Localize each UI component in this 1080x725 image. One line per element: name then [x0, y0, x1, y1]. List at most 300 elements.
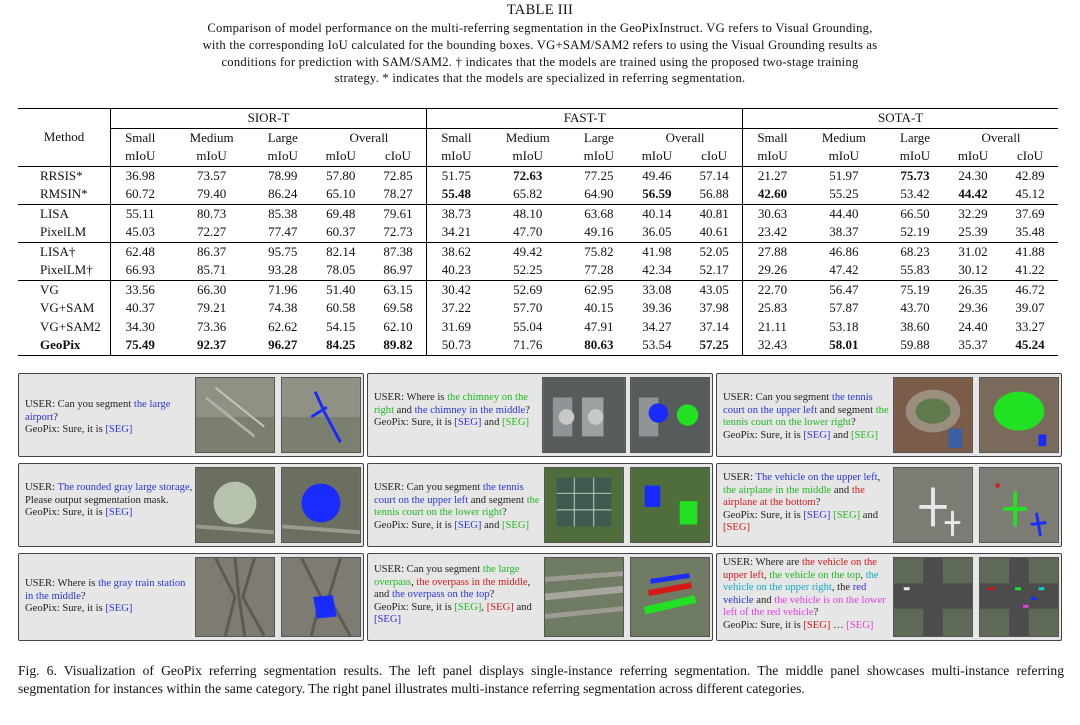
value-cell: 26.35 — [944, 280, 1002, 299]
value-cell: 84.25 — [312, 336, 370, 355]
tennis-mask-image — [630, 467, 710, 543]
table-row — [18, 242, 1058, 261]
value-cell: 34.27 — [642, 318, 672, 334]
example-text-segment: USER: Where is — [374, 392, 448, 403]
value-cell: 65.10 — [326, 186, 356, 202]
category-header: Overall — [349, 129, 389, 145]
value-cell: 79.61 — [370, 204, 427, 223]
example-text-segment: , — [411, 576, 417, 588]
metric-header: mIoU — [169, 147, 253, 166]
value-cell: 66.30 — [169, 280, 253, 299]
value-cell: 66.50 — [886, 204, 944, 223]
value-cell: 57.25 — [686, 336, 743, 355]
value-cell: 52.69 — [486, 280, 570, 299]
value-cell: 30.63 — [743, 204, 802, 223]
example-text-segment: USER: Can you segment — [374, 564, 483, 575]
value-cell: 25.39 — [958, 224, 988, 240]
table-caption-line: strategy. * indicates that the models are specialized in referring segmentation. — [334, 71, 746, 86]
example-text-segment: [SEG] — [851, 429, 879, 441]
value-cell: 40.61 — [699, 224, 729, 240]
value-cell: 31.69 — [427, 318, 486, 337]
value-cell: 59.88 — [886, 336, 944, 355]
category-header: Small — [743, 128, 802, 147]
value-cell: 35.48 — [1015, 224, 1045, 240]
metric-header: mIoU — [628, 147, 686, 166]
dataset-header: SIOR-T — [111, 109, 427, 129]
value-cell: 60.58 — [326, 300, 356, 316]
value-cell: 53.18 — [829, 318, 859, 334]
overpass-image — [544, 557, 624, 637]
value-cell: 49.46 — [642, 167, 672, 183]
metric-header: mIoU — [486, 147, 570, 166]
value-cell: 53.42 — [900, 186, 930, 202]
category-header: Small — [427, 128, 486, 147]
value-cell: 52.05 — [686, 242, 743, 261]
value-cell: 75.19 — [886, 280, 944, 299]
example-text-segment: , — [763, 569, 770, 581]
value-cell: 57.87 — [829, 300, 859, 316]
example-text-segment: the vehicle on the upper right — [723, 569, 879, 594]
value-cell: 34.30 — [111, 318, 170, 337]
value-cell: 56.47 — [802, 280, 886, 299]
metric-header: mIoU — [886, 147, 944, 166]
category-header: Small — [111, 128, 170, 147]
example-text-segment: and segment — [817, 404, 876, 416]
value-cell: 38.73 — [427, 204, 486, 223]
metric-header: mIoU — [312, 147, 370, 166]
airport-image — [195, 377, 275, 453]
value-cell: 93.28 — [268, 262, 298, 278]
value-cell: 66.93 — [111, 261, 170, 280]
example-text-segment: USER: Can you segment — [374, 482, 483, 493]
example-text-segment: the vehicle on the upper left — [723, 557, 877, 581]
example-panel-airplanes — [716, 463, 1062, 547]
value-cell: 54.15 — [326, 318, 356, 334]
value-cell: 72.85 — [383, 167, 413, 183]
example-panel-tennis-stadium — [716, 373, 1062, 457]
method-cell: RRSIS* — [40, 167, 83, 183]
value-cell: 41.22 — [1015, 262, 1045, 278]
category-header: Large — [583, 129, 614, 145]
example-text-segment: GeoPix: Sure, it is — [723, 429, 804, 441]
value-cell: 43.70 — [900, 300, 930, 316]
method-cell: VG+SAM2 — [40, 318, 101, 334]
value-cell: 40.23 — [427, 261, 486, 280]
example-text-segment: [SEG] — [486, 601, 514, 613]
value-cell: 63.15 — [370, 280, 427, 299]
stadium-image — [893, 377, 973, 453]
value-cell: 40.81 — [686, 204, 743, 223]
value-cell: 42.60 — [743, 185, 802, 204]
value-cell: 71.96 — [254, 280, 312, 299]
example-text-segment: and — [394, 404, 415, 416]
value-cell: 47.42 — [829, 262, 859, 278]
metric-header: mIoU — [570, 147, 628, 166]
table-row — [18, 299, 1058, 318]
value-cell: 47.70 — [513, 224, 543, 240]
method-cell: VG — [18, 280, 111, 299]
example-text-segment: , and — [374, 576, 531, 601]
example-text-segment: … — [830, 619, 847, 631]
value-cell: 51.75 — [427, 166, 486, 185]
value-cell: 33.56 — [111, 280, 170, 299]
value-cell: 40.37 — [111, 299, 170, 318]
example-text-segment: , Please output segmentation mask. — [25, 482, 193, 506]
example-text-segment: USER: — [25, 482, 58, 493]
example-text-segment: the tennis court on the upper left — [723, 392, 873, 416]
value-cell: 68.23 — [886, 242, 944, 261]
value-cell: 82.14 — [312, 242, 370, 261]
dataset-header: SOTA-T — [743, 109, 1058, 129]
example-panel-vehicles — [716, 553, 1062, 641]
example-text-segment: ? — [815, 497, 821, 509]
value-cell: 85.71 — [196, 262, 227, 278]
value-cell: 55.11 — [111, 204, 170, 223]
value-cell: 41.98 — [628, 242, 686, 261]
example-text-segment: ? — [489, 589, 495, 601]
train-station-mask-image — [281, 557, 361, 637]
value-cell: 55.04 — [513, 318, 543, 334]
value-cell: 53.54 — [628, 336, 686, 355]
example-text-segment: the large overpass — [374, 564, 520, 588]
table-title: TABLE III — [506, 2, 574, 18]
value-cell: 49.42 — [486, 242, 570, 261]
value-cell: 44.40 — [802, 204, 886, 223]
value-cell: 74.38 — [268, 300, 298, 316]
value-cell: 37.22 — [427, 299, 486, 318]
example-text-segment: GeoPix: Sure, it is — [25, 507, 106, 519]
airport-mask-image — [281, 377, 361, 453]
value-cell: 49.16 — [584, 224, 614, 240]
value-cell: 29.26 — [743, 261, 802, 280]
example-text-segment: [SEG] — [105, 424, 133, 436]
metric-header: cIoU — [1002, 147, 1058, 166]
value-cell: 73.36 — [196, 318, 227, 334]
value-cell: 86.97 — [383, 262, 413, 278]
method-cell: VG+SAM — [40, 300, 95, 316]
example-text-segment: the large airport — [25, 399, 171, 423]
example-panel-train-station — [18, 553, 364, 641]
value-cell: 56.88 — [699, 186, 729, 202]
train-station-image — [195, 557, 275, 637]
example-text-segment: [SEG] — [105, 507, 133, 519]
value-cell: 79.40 — [196, 186, 227, 202]
example-panel-overpass — [367, 553, 713, 641]
chimney-image — [542, 377, 626, 453]
value-cell: 24.30 — [958, 167, 988, 183]
example-text-segment: [SEG] — [723, 522, 751, 534]
example-text — [25, 482, 193, 520]
value-cell: 60.72 — [111, 185, 170, 204]
vehicles-mask-image — [979, 557, 1059, 637]
value-cell: 52.17 — [699, 262, 729, 278]
value-cell: 51.97 — [829, 167, 859, 183]
example-text-segment: and — [481, 417, 503, 429]
value-cell: 63.68 — [570, 204, 628, 223]
value-cell: 56.59 — [642, 186, 672, 202]
metric-header: mIoU — [944, 147, 1002, 166]
example-panel-storage — [18, 463, 364, 547]
example-text — [723, 472, 895, 535]
table-caption-line: Comparison of model performance on the multi-referring segmentation in the GeoPixInstruct. VG refers to Visual Grounding, — [207, 21, 873, 35]
value-cell: 89.82 — [370, 336, 427, 355]
value-cell: 80.73 — [169, 204, 253, 223]
example-text-segment: and — [830, 429, 852, 441]
value-cell: 29.36 — [958, 300, 988, 316]
table-body — [18, 166, 1058, 355]
value-cell: 32.43 — [743, 336, 802, 355]
example-text-segment: USER: — [723, 472, 756, 483]
value-cell: 44.42 — [958, 186, 988, 202]
example-panel-chimney — [367, 373, 713, 457]
example-text-segment: and segment — [468, 494, 527, 506]
value-cell: 65.82 — [513, 186, 543, 202]
example-text-segment: ? — [850, 417, 856, 429]
value-cell: 32.29 — [944, 204, 1002, 223]
storage-mask-image — [281, 467, 361, 543]
storage-image — [195, 467, 275, 543]
value-cell: 42.34 — [642, 262, 672, 278]
example-text-segment: The rounded gray large storage — [57, 482, 190, 493]
example-text-segment: the airplane in the middle — [723, 484, 832, 496]
example-text-segment: USER: Can you segment — [25, 399, 134, 410]
vehicles-image — [893, 557, 973, 637]
value-cell: 96.27 — [254, 336, 312, 355]
figure-caption: Fig. 6. Visualization of GeoPix referring segmentation results. The left panel displays single-instance referring segmentation. The middle panel showcases multi-instance referring segmentation for instances within the same category. The right panel illustrates multi-instance referring segmentation across different categories. — [18, 663, 1064, 696]
value-cell: 79.21 — [196, 300, 227, 316]
value-cell: 78.27 — [383, 186, 413, 202]
category-header: Medium — [505, 129, 550, 145]
metric-header: mIoU — [111, 147, 170, 166]
chimney-mask-image — [630, 377, 710, 453]
value-cell: 30.12 — [958, 262, 988, 278]
value-cell: 37.14 — [699, 318, 729, 334]
value-cell: 64.90 — [584, 186, 614, 202]
example-text — [374, 564, 548, 627]
example-text — [374, 392, 542, 430]
value-cell: 72.73 — [383, 224, 413, 240]
value-cell: 62.48 — [111, 242, 170, 261]
results-table — [18, 108, 1058, 356]
value-cell: 25.83 — [743, 299, 802, 318]
metric-header: cIoU — [370, 147, 427, 166]
value-cell: 27.88 — [743, 242, 802, 261]
value-cell: 38.60 — [900, 318, 930, 334]
value-cell: 60.37 — [326, 224, 356, 240]
value-cell: 52.19 — [900, 224, 930, 240]
category-header: Large — [267, 129, 298, 145]
example-text-segment: ? — [501, 507, 507, 519]
method-cell: LISA — [18, 204, 111, 223]
table-row — [18, 204, 1058, 223]
method-cell: RMSIN* — [40, 186, 88, 202]
example-text-segment: and — [513, 601, 532, 613]
value-cell: 69.48 — [312, 204, 370, 223]
value-cell: 37.98 — [699, 300, 729, 316]
value-cell: 47.91 — [584, 318, 614, 334]
table-caption-line: with the corresponding IoU calculated for the bounding boxes. VG+SAM/SAM2 refers to using the Visual Grounding results as — [202, 37, 878, 52]
value-cell: 50.73 — [427, 336, 486, 355]
metric-header: mIoU — [427, 147, 486, 166]
table-row — [18, 223, 1058, 242]
value-cell: 78.99 — [268, 167, 298, 183]
value-cell: 77.28 — [584, 262, 614, 278]
example-text-segment: the vehicle is on the lower left of the red vehicle — [723, 594, 886, 619]
overpass-mask-image — [630, 557, 710, 637]
example-text-segment: the tennis court on the lower right — [723, 404, 889, 429]
table-row — [18, 166, 1058, 185]
example-panel-airport — [18, 373, 364, 457]
table-caption — [16, 20, 1064, 87]
example-text-segment: and — [753, 594, 775, 606]
example-text-segment: GeoPix: Sure, it is — [374, 417, 455, 429]
example-text-segment: , — [481, 601, 487, 613]
example-text-segment: The vehicle on the upper left — [755, 472, 878, 483]
value-cell: 86.37 — [169, 242, 253, 261]
value-cell: 34.21 — [427, 223, 486, 242]
example-grid — [18, 373, 1062, 641]
stadium-mask-image — [979, 377, 1059, 453]
example-text-segment: [SEG] — [803, 619, 831, 631]
value-cell: 86.24 — [268, 186, 298, 202]
example-text-segment: ? — [80, 590, 86, 602]
airplane-image — [893, 467, 973, 543]
table-row — [18, 261, 1058, 280]
example-text-segment: USER: Where are — [723, 557, 802, 568]
value-cell: 22.70 — [743, 280, 802, 299]
example-text — [723, 557, 895, 633]
value-cell: 73.57 — [196, 167, 227, 183]
category-header: Medium — [821, 129, 866, 145]
value-cell: 45.03 — [111, 223, 170, 242]
value-cell: 43.05 — [686, 280, 743, 299]
airplane-mask-image — [979, 467, 1059, 543]
example-text — [25, 578, 193, 616]
value-cell: 31.02 — [944, 242, 1002, 261]
example-text-segment: the overpass in the middle — [416, 576, 528, 588]
method-cell: GeoPix — [18, 336, 111, 355]
value-cell: 36.98 — [111, 166, 170, 185]
example-text-segment: and — [481, 519, 503, 531]
example-text-segment: GeoPix: Sure, it is — [25, 424, 106, 436]
example-text-segment: GeoPix: Sure, it is — [25, 603, 106, 615]
example-text — [374, 482, 546, 532]
value-cell: 39.36 — [642, 300, 672, 316]
table-row — [18, 318, 1058, 337]
value-cell: 57.14 — [699, 167, 729, 183]
value-cell: 39.07 — [1015, 300, 1045, 316]
category-header: Overall — [981, 129, 1021, 145]
example-text-segment: ? — [525, 404, 530, 416]
example-text-segment: [SEG] — [502, 519, 530, 531]
example-text-segment: [SEG] — [374, 614, 402, 626]
value-cell: 55.25 — [829, 186, 859, 202]
value-cell: 62.10 — [383, 318, 413, 334]
example-text-segment: USER: Can you segment — [723, 392, 832, 403]
value-cell: 77.47 — [268, 224, 298, 240]
example-text-segment: ? — [53, 411, 58, 423]
category-header: Large — [899, 129, 931, 145]
value-cell: 42.89 — [1015, 167, 1045, 183]
value-cell: 78.05 — [326, 262, 356, 278]
value-cell: 58.01 — [802, 336, 886, 355]
metric-header: mIoU — [802, 147, 886, 166]
value-cell: 33.27 — [1015, 318, 1045, 334]
example-text-segment: the chimney on the right — [374, 392, 528, 416]
example-text-segment: [SEG] — [803, 509, 831, 521]
value-cell: 77.25 — [584, 167, 614, 183]
example-text-segment: USER: Where is — [25, 578, 99, 589]
value-cell: 62.62 — [268, 318, 298, 334]
value-cell: 45.12 — [1015, 186, 1045, 202]
value-cell: 71.76 — [486, 336, 570, 355]
example-text-segment: the chimney in the middle — [414, 404, 526, 416]
example-text-segment: red vehicle — [723, 582, 867, 606]
value-cell: 69.58 — [383, 300, 413, 316]
value-cell: 23.42 — [743, 223, 802, 242]
tennis-image — [544, 467, 624, 543]
example-text-segment: [SEG] — [454, 601, 482, 613]
example-text-segment: [SEG] — [502, 417, 530, 429]
example-text-segment: GeoPix: Sure, it is — [723, 619, 804, 631]
value-cell: 95.75 — [254, 242, 312, 261]
example-text-segment: ? — [813, 607, 819, 619]
value-cell: 48.10 — [486, 204, 570, 223]
table-caption-line: conditions for prediction with SAM/SAM2. † indicates that the models are trained using the proposed two-stage training — [221, 54, 859, 69]
example-text-segment: the overpass on the top — [391, 589, 490, 601]
value-cell: 55.48 — [427, 185, 486, 204]
value-cell: 30.42 — [427, 280, 486, 299]
value-cell: 37.69 — [1002, 204, 1058, 223]
example-text-segment: GeoPix: Sure, it is — [374, 601, 455, 613]
method-cell: PixelLM — [40, 224, 87, 240]
value-cell: 62.95 — [570, 280, 628, 299]
table-row — [18, 185, 1058, 204]
example-text-segment: the airplane at the bottom — [723, 484, 865, 509]
value-cell: 55.83 — [900, 262, 930, 278]
example-text-segment: , the — [831, 582, 853, 594]
value-cell: 35.37 — [944, 336, 1002, 355]
method-cell: PixelLM† — [40, 262, 93, 278]
value-cell: 57.70 — [513, 300, 543, 316]
value-cell: 33.08 — [628, 280, 686, 299]
value-cell: 36.05 — [642, 224, 672, 240]
example-text-segment: the vehicle on the top — [769, 569, 861, 581]
method-cell: LISA† — [18, 242, 111, 261]
value-cell: 45.24 — [1002, 336, 1058, 355]
value-cell: 51.40 — [312, 280, 370, 299]
example-text-segment: , — [877, 472, 881, 483]
metric-header: mIoU — [743, 147, 802, 166]
example-text — [723, 392, 895, 442]
example-text-segment: GeoPix: Sure, it is — [374, 519, 455, 531]
example-text-segment: [SEG] — [454, 417, 482, 429]
example-text-segment: [SEG] — [454, 519, 482, 531]
value-cell: 80.63 — [570, 336, 628, 355]
value-cell: 21.11 — [743, 318, 802, 337]
value-cell: 24.40 — [958, 318, 988, 334]
value-cell: 38.62 — [427, 242, 486, 261]
value-cell: 85.38 — [254, 204, 312, 223]
example-text-segment: and — [831, 484, 852, 496]
metric-header: mIoU — [254, 147, 312, 166]
value-cell: 75.73 — [900, 167, 930, 183]
example-text-segment: the gray train station in the middle — [25, 578, 186, 602]
example-text-segment: the tennis court on the upper left — [374, 482, 524, 506]
value-cell: 21.27 — [743, 166, 802, 185]
table-row — [18, 280, 1058, 299]
example-text-segment: [SEG] — [803, 429, 831, 441]
